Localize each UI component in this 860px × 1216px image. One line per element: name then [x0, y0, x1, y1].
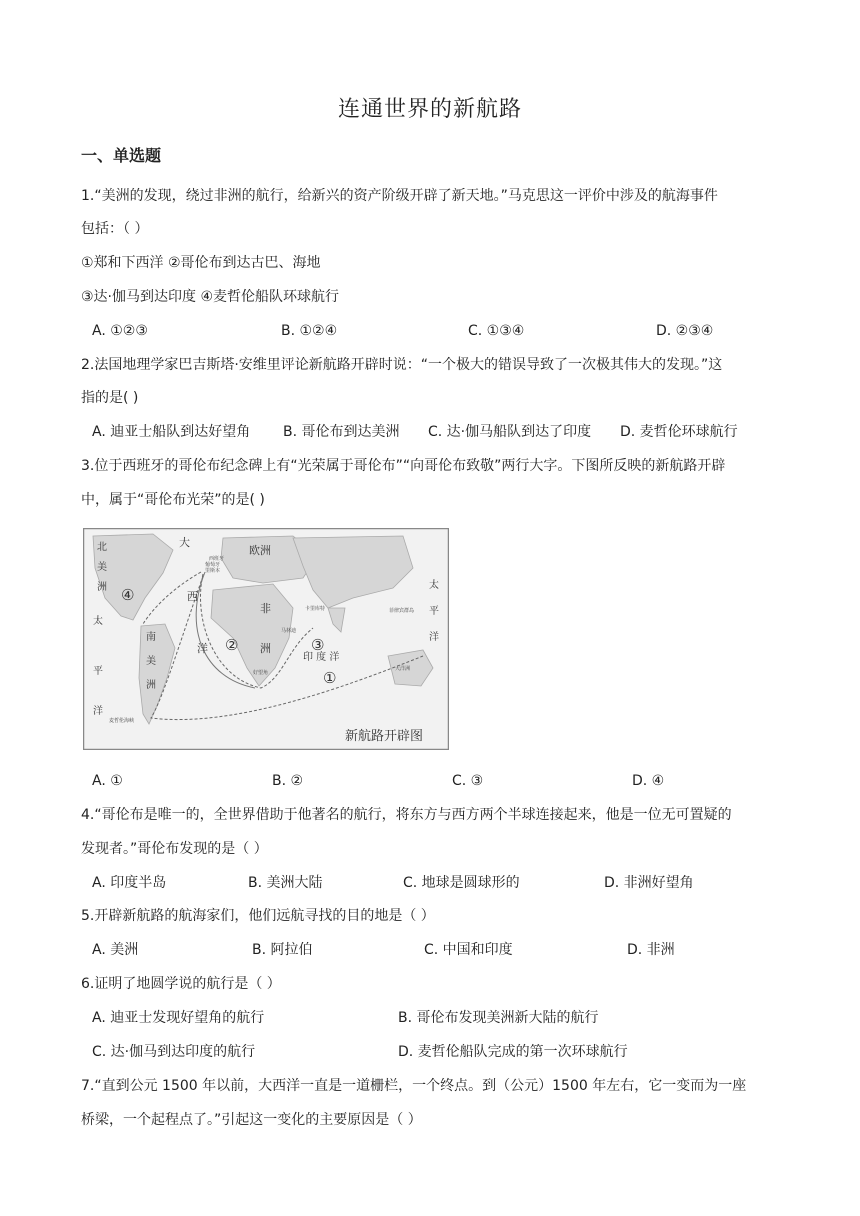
question-2-text-cont: 指的是( ) [81, 390, 139, 406]
q1-option-a[interactable]: A. ①②③ [92, 323, 148, 339]
map-label-portugal: 葡萄牙 [205, 562, 221, 568]
q4-option-d[interactable]: D. 非洲好望角 [604, 875, 694, 891]
q3-option-a[interactable]: A. ① [92, 773, 123, 789]
map-label-south-america: 南 [146, 632, 156, 643]
question-1-text: 1.“美洲的发现，绕过非洲的航行，给新兴的资产阶级开辟了新天地。”马克思这一评价中涉及的航海事件 [81, 188, 718, 204]
map-label-north-america: 北 [97, 542, 107, 553]
map-label-indian-ocean: 印 度 洋 [303, 652, 340, 663]
question-7-text: 7.“直到公元 1500 年以前，大西洋一直是一道栅栏，一个终点。到（公元）1500 年左右，它一变而为一座 [81, 1078, 747, 1094]
map-marker-4: ④ [121, 586, 135, 604]
map-label-pacific-east: 太 [429, 580, 439, 591]
question-4-text: 4.“哥伦布是唯一的，全世界借助于他著名的航行，将东方与西方两个半球连接起来，他是一位无可置疑的 [81, 807, 732, 823]
map-label-pacific-east: 平 [429, 606, 439, 617]
q1-option-b[interactable]: B. ①②④ [281, 323, 338, 339]
question-3-text: 3.位于西班牙的哥伦布纪念碑上有“光荣属于哥伦布”“向哥伦布致敬”两行大字。下图所反映的新航路开辟 [81, 458, 726, 474]
map-label-europe: 欧洲 [249, 544, 271, 557]
map-label-malindi: 马林迪 [281, 628, 297, 634]
question-4-text-cont: 发现者。”哥伦布发现的是（ ） [81, 841, 268, 857]
map-label-south-america: 美 [146, 656, 156, 667]
q1-option-c[interactable]: C. ①③④ [468, 323, 525, 339]
q4-option-b[interactable]: B. 美洲大陆 [248, 875, 323, 891]
section-heading: 一、单选题 [81, 146, 162, 165]
question-5-text: 5.开辟新航路的航海家们，他们远航寻找的目的地是（ ） [81, 908, 435, 924]
question-2-text: 2.法国地理学家巴吉斯塔·安维里评论新航路开辟时说：“一个极大的错误导致了一次极其伟大的发现。”这 [81, 357, 723, 373]
question-1-item-line: ①郑和下西洋 ②哥伦布到达古巴、海地 [81, 255, 321, 271]
map-label-africa: 洲 [260, 642, 271, 655]
q2-option-d[interactable]: D. 麦哲伦环球航行 [620, 424, 738, 440]
map-label-atlantic-west: 西 [187, 590, 198, 603]
new-routes-map [83, 528, 449, 750]
q4-option-c[interactable]: C. 地球是圆球形的 [403, 875, 520, 891]
map-marker-1: ① [323, 669, 337, 687]
map-label-lisbon: 里斯本 [205, 568, 221, 574]
q2-option-a[interactable]: A. 迪亚士船队到达好望角 [92, 424, 251, 440]
q3-option-c[interactable]: C. ③ [452, 773, 484, 789]
q5-option-c[interactable]: C. 中国和印度 [424, 942, 513, 958]
q6-option-b[interactable]: B. 哥伦布发现美洲新大陆的航行 [398, 1010, 599, 1026]
map-label-pacific-east: 洋 [429, 632, 439, 643]
map-label-south-america: 洲 [146, 680, 156, 691]
map-label-calicut: 卡里库特 [305, 606, 326, 612]
question-1-item-line: ③达·伽马到达印度 ④麦哲伦船队环球航行 [81, 289, 340, 305]
map-caption: 新航路开辟图 [345, 729, 424, 744]
map-label-pacific-west: 太 [93, 616, 103, 627]
q2-option-b[interactable]: B. 哥伦布到达美洲 [283, 424, 400, 440]
q6-option-c[interactable]: C. 达·伽马到达印度的航行 [92, 1044, 256, 1060]
map-label-africa: 非 [260, 602, 271, 615]
map-marker-3: ③ [311, 636, 325, 654]
map-label-philippines: 菲律宾群岛 [389, 608, 415, 614]
q5-option-b[interactable]: B. 阿拉伯 [252, 942, 313, 958]
map-label-north-america: 美 [97, 562, 107, 573]
question-1-text-cont: 包括：（ ） [81, 221, 149, 237]
q1-option-d[interactable]: D. ②③④ [656, 323, 714, 339]
map-label-cape: 好望角 [253, 670, 269, 676]
q6-option-a[interactable]: A. 迪亚士发现好望角的航行 [92, 1010, 265, 1026]
map-label-atlantic-ocean: 洋 [197, 642, 208, 655]
question-6-text: 6.证明了地圆学说的航行是（ ） [81, 976, 281, 992]
q6-option-d[interactable]: D. 麦哲伦船队完成的第一次环球航行 [398, 1044, 628, 1060]
map-label-pacific-west: 平 [93, 666, 103, 677]
map-label-oceania: 大洋洲 [395, 666, 411, 672]
map-label-spain: 西班牙 [209, 556, 225, 562]
map-label-pacific-west: 洋 [93, 706, 103, 717]
map-marker-2: ② [225, 636, 239, 654]
map-label-north-america: 洲 [97, 582, 107, 593]
map-label-atlantic-top: 大 [179, 536, 190, 549]
question-3-text-cont: 中，属于“哥伦布光荣”的是( ) [81, 492, 265, 508]
q3-option-d[interactable]: D. ④ [632, 773, 665, 789]
q5-option-d[interactable]: D. 非洲 [627, 942, 675, 958]
map-label-magellan-strait: 麦哲伦海峡 [109, 718, 135, 724]
q5-option-a[interactable]: A. 美洲 [92, 942, 139, 958]
q2-option-c[interactable]: C. 达·伽马船队到达了印度 [428, 424, 592, 440]
question-7-text-cont: 桥梁，一个起程点了。”引起这一变化的主要原因是（ ） [81, 1112, 422, 1128]
page-title: 连通世界的新航路 [337, 97, 522, 122]
q4-option-a[interactable]: A. 印度半岛 [92, 875, 167, 891]
q3-option-b[interactable]: B. ② [272, 773, 304, 789]
